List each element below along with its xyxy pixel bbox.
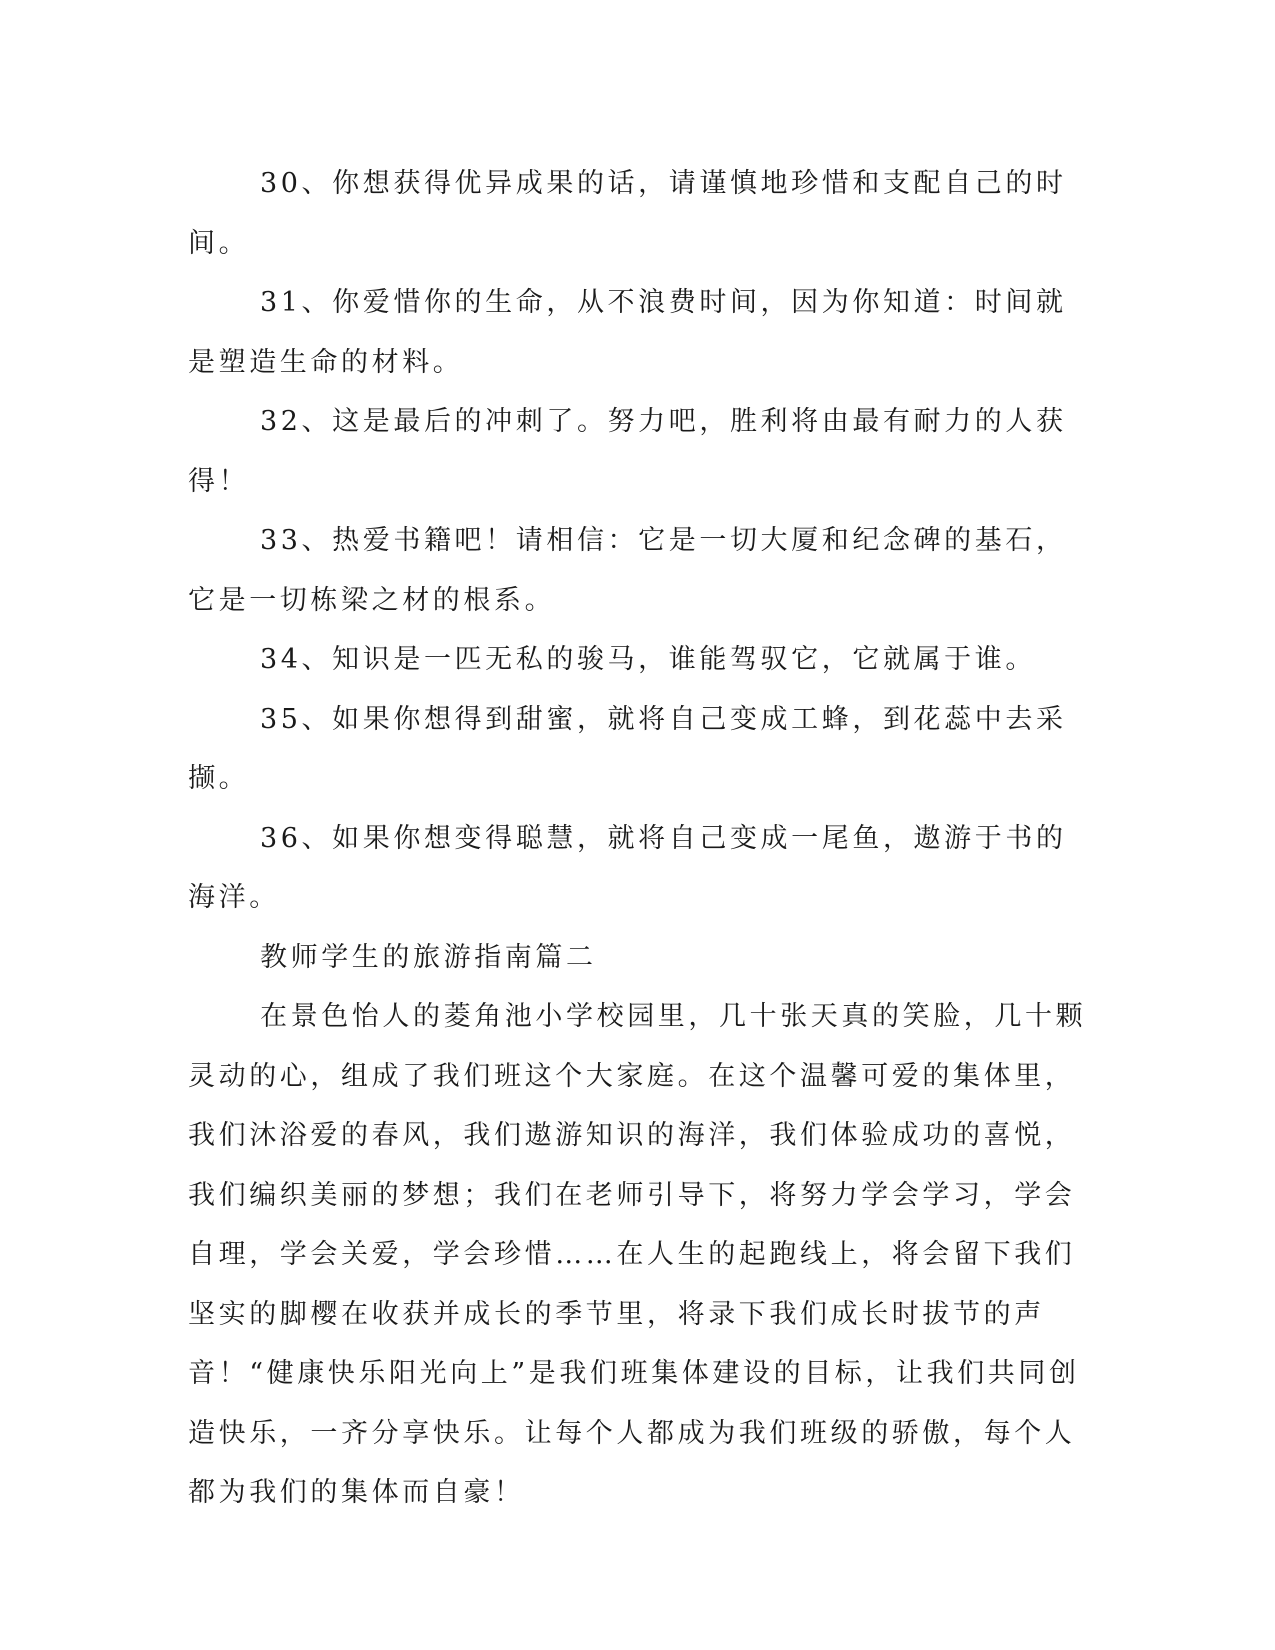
paragraph-35: 35、如果你想得到甜蜜，就将自己变成工蜂，到花蕊中去采撷。 bbox=[188, 703, 1067, 794]
paragraph-30: 30、你想获得优异成果的话，请谨慎地珍惜和支配自己的时间。 bbox=[188, 168, 1067, 259]
document-body bbox=[188, 154, 1088, 1523]
section-title: 教师学生的旅游指南篇二 bbox=[260, 941, 597, 973]
body-paragraph: 在景色怡人的菱角池小学校园里，几十张天真的笑脸，几十颗灵动的心，组成了我们班这个大家庭。在这个温馨可爱的集体里，我们沐浴爱的春风，我们遨游知识的海洋，我们体验成功的喜悦，我们编织美丽的梦想；我们在老师引导下，将努力学会学习，学会自理，学会关爱，学会珍惜……在人生的起跑线上，将会留下我们坚实的脚樱在收获并成长的季节里，将录下我们成长时拔节的声音！“健康快乐阳光向上”是我们班集体建设的目标，让我们共同创造快乐，一齐分享快乐。让每个人都成为我们班级的骄傲，每个人都为我们的集体而自豪！ bbox=[188, 1001, 1087, 1508]
paragraph-32: 32、这是最后的冲刺了。努力吧，胜利将由最有耐力的人获得！ bbox=[188, 406, 1067, 497]
paragraph-34: 34、知识是一匹无私的骏马，谁能驾驭它，它就属于谁。 bbox=[260, 644, 1036, 675]
paragraph-31: 31、你爱惜你的生命，从不浪费时间，因为你知道：时间就是塑造生命的材料。 bbox=[188, 287, 1067, 378]
paragraph-33: 33、热爱书籍吧！请相信：它是一切大厦和纪念碑的基石，它是一切栋梁之材的根系。 bbox=[188, 525, 1067, 616]
paragraph-36: 36、如果你想变得聪慧，就将自己变成一尾鱼，遨游于书的海洋。 bbox=[188, 822, 1067, 913]
